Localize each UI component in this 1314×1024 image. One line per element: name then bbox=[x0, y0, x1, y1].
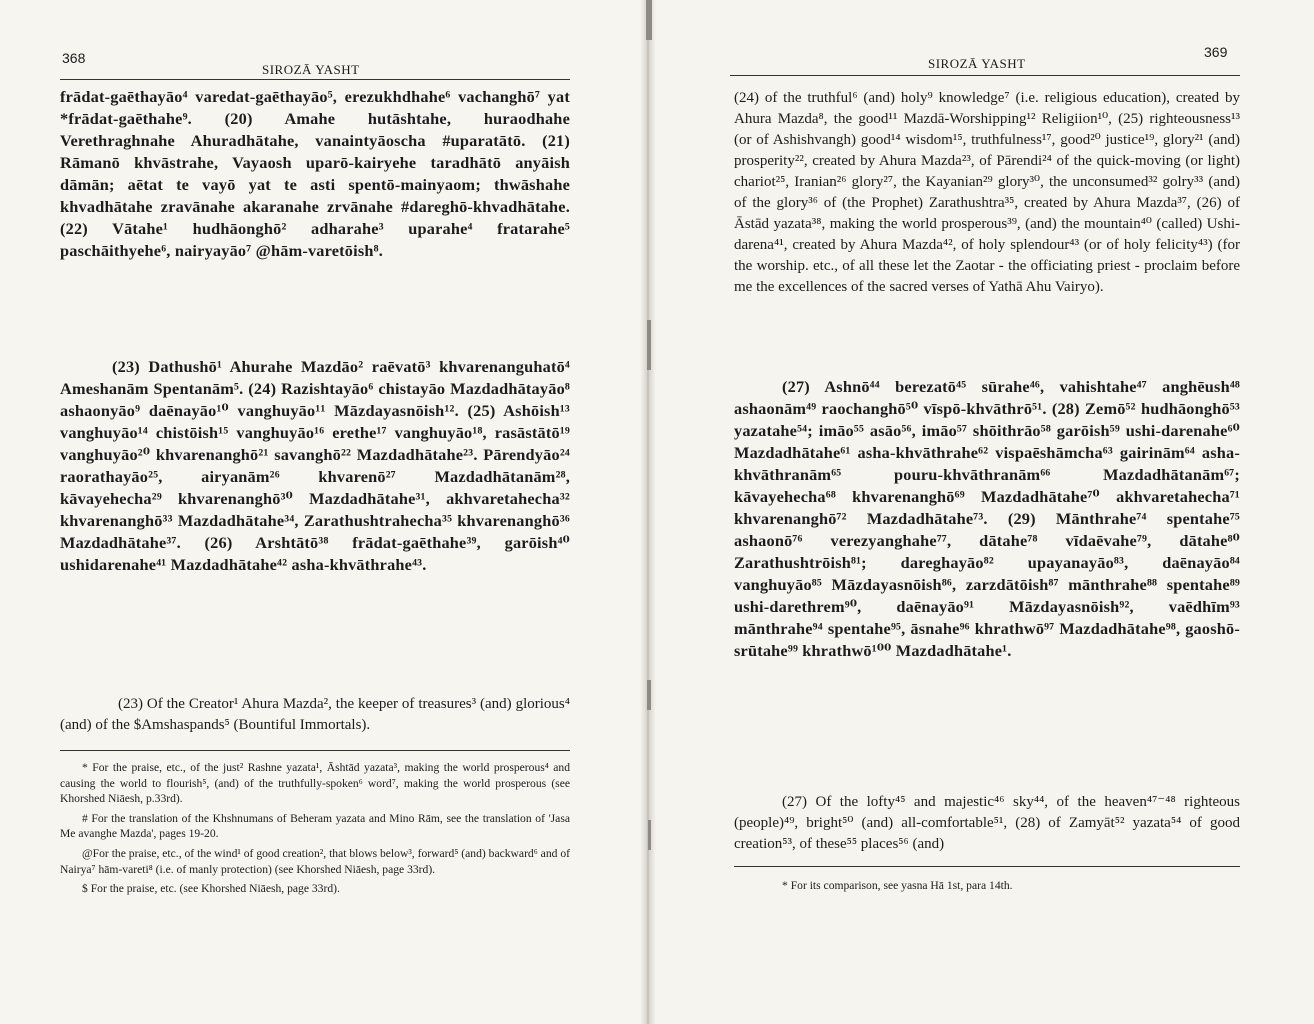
binding-mark bbox=[647, 320, 651, 370]
transliteration-paragraph: frādat-gaēthayāo⁴ varedat-gaēthayāo⁵, erezukhdhahe⁶ vachanghō⁷ yat *frādat-gaēthahe⁹. (20) Amahe hutāshtahe, huraodhahe Verethraghnahe Ahuradhātahe, vanaintyāoscha #uparatātō. (21) Rāmanō khvāstrahe, Vayaosh uparō-kairyehe taradhātō anyāish dāmān; aētat te vayō yat te asti spentō-mainyaom; thwāshahe khvadhātahe zravānahe akaranahe zrvānahe #dareghō-khvadhātahe. (22) Vātahe¹ hudhāonghō² adharahe³ uparahe⁴ fratarahe⁵ paschāithyehe⁶, nairyayāo⁷ @hām-varetōish⁸. bbox=[60, 87, 570, 260]
footnote: * For its comparison, see yasna Hā 1st, para 14th. bbox=[782, 879, 1013, 892]
book-gutter bbox=[640, 0, 656, 1024]
transliteration-paragraph: (23) Dathushō¹ Ahurahe Mazdāo² raēvatō³ khvarenanguhatō⁴ Ameshanām Spentanām⁵. (24) Razishtayāo⁶ chistayāo Mazdadhātayāo⁸ ashaonyāo⁹ daēnayāo¹⁰ vanghuyāo¹¹ Māzdayasnōish¹². (25) Ashōish¹³ vanghuyāo¹⁴ chistōish¹⁵ vanghuyāo¹⁶ erethe¹⁷ vanghuyāo¹⁸, rasāstātō¹⁹ vanghuyāo²⁰ khvarenanghō²¹ savanghō²² Mazdadhātahe²³. Pārendyāo²⁴ raorathayāo²⁵, airyanām²⁶ khvarenō²⁷ Mazdadhātanām²⁸, kāvayehecha²⁹ khvarenanghō³⁰ Mazdadhātahe³¹, akhvaretahecha³² khvarenanghō³³ Mazdadhātahe³⁴, Zarathushtrahecha³⁵ khvarenanghō³⁶ Mazdadhātahe³⁷. (26) Arshtātō³⁸ frādat-gaēthahe³⁹, garōish⁴⁰ ushidarenahe⁴¹ Mazdadhātahe⁴² asha-khvāthrahe⁴³. bbox=[60, 357, 570, 574]
binding-mark bbox=[647, 680, 651, 710]
translation-paragraph: (23) Of the Creator¹ Ahura Mazda², the keeper of treasures³ (and) glorious⁴ (and) of the $Amshaspands⁵ (Bountiful Immortals). bbox=[60, 696, 570, 733]
binding-mark bbox=[646, 0, 652, 40]
footnote-rule bbox=[60, 750, 570, 751]
running-head: SIROZĀ YASHT bbox=[928, 56, 1026, 71]
translation-paragraph: (27) Of the lofty⁴⁵ and majestic⁴⁶ sky⁴⁴, of the heaven⁴⁷⁻⁴⁸ righteous (people)⁴⁹, bright⁵⁰ (and) all-comfortable⁵¹, (28) of Zamyāt⁵² yazata⁵⁴ of good creation⁵³, of these⁵⁵ places⁵⁶ (and) bbox=[734, 794, 1240, 852]
transliteration-paragraph: (27) Ashnō⁴⁴ berezatō⁴⁵ sūrahe⁴⁶, vahishtahe⁴⁷ anghēush⁴⁸ ashaonām⁴⁹ raochanghō⁵⁰ vīspō-khvāthrō⁵¹. (28) Zemō⁵² hudhāonghō⁵³ yazatahe⁵⁴; imāo⁵⁵ asāo⁵⁶, imāo⁵⁷ shōithrāo⁵⁸ garōish⁵⁹ ushi-darenahe⁶⁰ Mazdadhātahe⁶¹ asha-khvāthrahe⁶² vispaēshāmcha⁶³ gairinām⁶⁴ asha-khvāthranām⁶⁵ pouru-khvāthranām⁶⁶ Mazdadhātanām⁶⁷; kāvayehecha⁶⁸ khvarenanghō⁶⁹ Mazdadhātahe⁷⁰ akhvaretahecha⁷¹ khvarenanghō⁷² Mazdadhātahe⁷³. (29) Mānthrahe⁷⁴ spentahe⁷⁵ ashaonō⁷⁶ verezyanghahe⁷⁷, dātahe⁷⁸ vīdaēvahe⁷⁹, dātahe⁸⁰ Zarathushtrōish⁸¹; dareghayāo⁸² upayanayāo⁸³, daēnayāo⁸⁴ vanghuyāo⁸⁵ Māzdayasnōish⁸⁶, zarzdātōish⁸⁷ mānthrahe⁸⁸ spentahe⁸⁹ ushi-darethrem⁹⁰, daēnayāo⁹¹ Māzdayasnōish⁹², vaēdhīm⁹³ mānthrahe⁹⁴ spentahe⁹⁵, āsnahe⁹⁶ khrathwō⁹⁷ Mazdadhātahe⁹⁸, gaoshō-srūtahe⁹⁹ khrathwō¹⁰⁰ Mazdadhātahe¹. bbox=[734, 377, 1240, 660]
right-page bbox=[648, 0, 1314, 1024]
footnotes bbox=[60, 760, 570, 901]
footnote: * For the praise, etc., of the just² Rashne yazata¹, Āshtād yazata³, making the world prosperous⁴ and causing the world to flourish⁵, (and) of the truthfully-spoken⁶ word⁷, making the world prosperous (see Khorshed Niāesh, p.33rd). bbox=[60, 761, 570, 806]
left-page bbox=[0, 0, 648, 1024]
footnote: @For the praise, etc., of the wind¹ of good creation², that blows below³, forward⁵ (and) backward⁶ and of Nairya⁷ hām-vareti⁸ (i.e. of manly protection) (see Khorshed Niāesh, page 33rd). bbox=[60, 846, 570, 876]
binding-mark bbox=[648, 820, 651, 850]
translation-paragraph: (24) of the truthful⁶ (and) holy⁹ knowledge⁷ (i.e. religious education), created by Ahura Mazda⁸, the good¹¹ Mazdā-Worshipping¹² Religiion¹⁰, (25) righteousness¹³ (or of Ashishvangh) good¹⁴ wisdom¹⁵, truthfulness¹⁷, good²⁰ justice¹⁹, glory²¹ (and) prosperity²², created by Ahura Mazda²³, of Pārendi²⁴ of the quick-moving (or light) chariot²⁵, Iranian²⁶ glory²⁷, the Kayanian²⁹ glory³⁰, the unconsumed³² golry³³ (and) of the glory³⁶ of (the Prophet) Zarathushtra³⁵, created by Ahura Mazda³⁷, (26) of Āstād yazata³⁸, making the world prosperous³⁹, (and) the mountain⁴⁰ (called) Ushi-darena⁴¹, created by Ahura Mazda⁴², of holy splendour⁴³ (or of holy felicity⁴³) (for the worship. etc., of all these let the Zaotar - the officiating priest - proclaim before me the excellences of the sacred verses of Yathā Ahu Vairyo). bbox=[734, 90, 1240, 295]
footnote-rule bbox=[734, 866, 1240, 867]
header-rule bbox=[730, 75, 1240, 76]
page-number: 368 bbox=[62, 50, 86, 66]
footnote: # For the translation of the Khshnumans of Beheram yazata and Mino Rām, see the translation of 'Jasa Me avanghe Mazda', pages 19-20. bbox=[60, 811, 570, 841]
running-head: SIROZĀ YASHT bbox=[262, 62, 360, 77]
header-rule bbox=[60, 79, 570, 80]
page-number: 369 bbox=[1204, 44, 1228, 60]
footnote: $ For the praise, etc. (see Khorshed Niāesh, page 33rd). bbox=[82, 882, 340, 896]
